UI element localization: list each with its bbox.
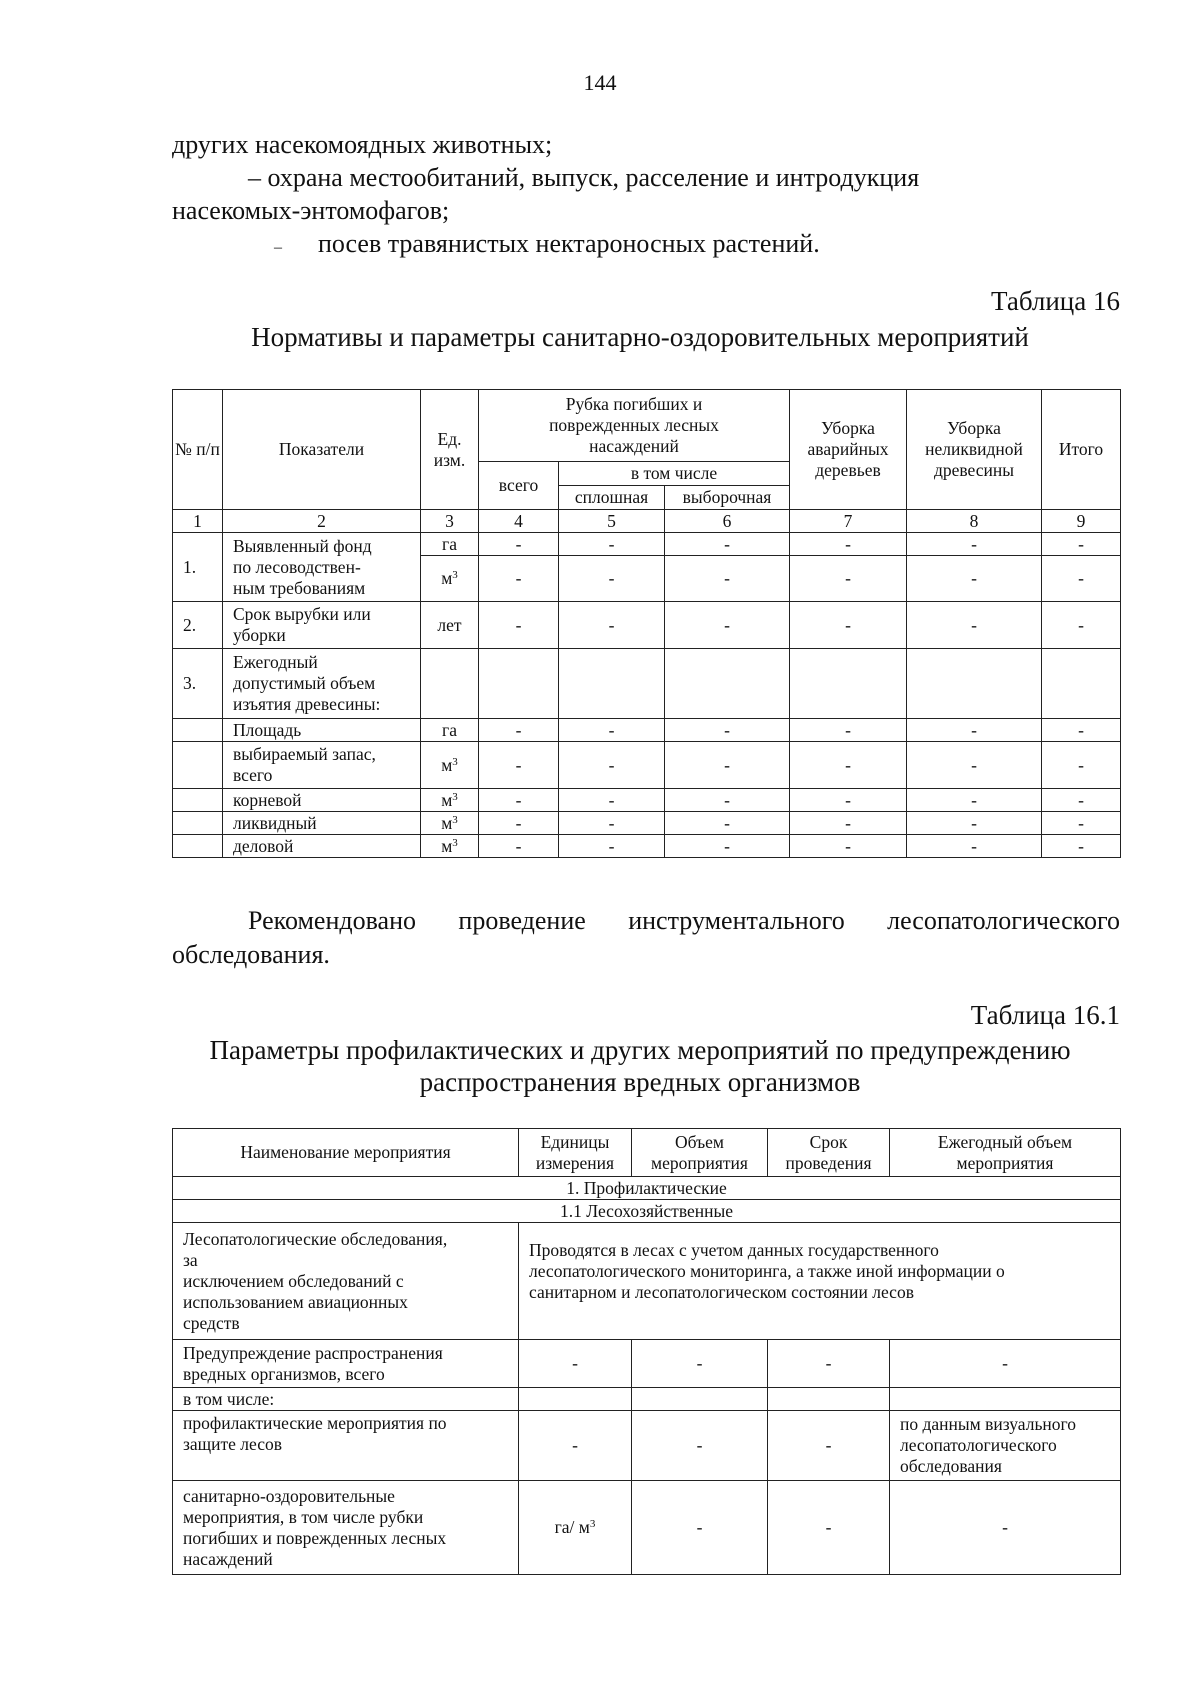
header-line: Единицы xyxy=(540,1131,610,1152)
cell-dash: - xyxy=(790,812,907,835)
cell-dash: - xyxy=(665,812,790,835)
row-name: в том числе: xyxy=(173,1388,519,1411)
cell-dash: - xyxy=(1042,789,1121,812)
cell-dash: - xyxy=(907,556,1042,602)
name-line: насаждений xyxy=(183,1548,273,1569)
recommendation-paragraph xyxy=(172,904,1120,972)
cell-dash: - xyxy=(907,719,1042,742)
indicator-line: допустимый объем xyxy=(233,673,376,693)
cell-dash: - xyxy=(632,1340,768,1388)
cell-dash: - xyxy=(632,1481,768,1575)
cell-dash: - xyxy=(790,742,907,789)
cell-dash: - xyxy=(768,1340,890,1388)
row-indicator: деловой xyxy=(223,835,421,858)
row-unit xyxy=(421,742,479,789)
section-title: 1. Профилактические xyxy=(173,1177,1121,1200)
name-line: исключением обследований с xyxy=(183,1270,404,1291)
header-line: мероприятия xyxy=(956,1152,1054,1173)
unit-sup: 3 xyxy=(452,813,458,826)
table16 xyxy=(172,389,1121,858)
cell-empty xyxy=(559,649,665,719)
col-number: 9 xyxy=(1042,510,1121,533)
unit-sup: 3 xyxy=(452,836,458,849)
row-indicator: корневой xyxy=(223,789,421,812)
note-line: Проводятся в лесах с учетом данных государственного xyxy=(529,1239,939,1260)
row-indicator xyxy=(223,602,421,649)
name-line: мероприятия, в том числе рубки xyxy=(183,1506,424,1527)
cell-dash: - xyxy=(479,556,559,602)
header-including: в том числе xyxy=(559,462,790,486)
indicator-line: всего xyxy=(233,765,273,785)
note-line: лесопатологического мониторинга, а также иной информации о xyxy=(529,1260,1005,1281)
table161-title xyxy=(160,1034,1120,1098)
intro-line: насекомых-энтомофагов; xyxy=(172,196,450,225)
unit-text: м xyxy=(441,568,453,588)
cell-dash: - xyxy=(1042,556,1121,602)
header-indicator: Показатели xyxy=(223,390,421,510)
table16-title: Нормативы и параметры санитарно-оздоровительных мероприятий xyxy=(251,322,1029,352)
table161-label: Таблица 16.1 xyxy=(970,1000,1120,1030)
cell-dash: - xyxy=(768,1481,890,1575)
cell-dash: - xyxy=(559,533,665,556)
row-num: 1. xyxy=(173,533,223,602)
header-annual xyxy=(890,1129,1121,1177)
cell-dash: - xyxy=(632,1411,768,1481)
intro-line-text: посев травянистых нектароносных растений. xyxy=(318,229,820,258)
cell-dash: - xyxy=(790,789,907,812)
unit-sup: 3 xyxy=(452,569,458,581)
col-number: 1 xyxy=(173,510,223,533)
cell-empty xyxy=(665,649,790,719)
cell-empty xyxy=(479,649,559,719)
cell-dash: - xyxy=(479,812,559,835)
indicator-line: выбираемый запас, xyxy=(233,744,376,764)
intro-line: – охрана местообитаний, выпуск, расселение и интродукция xyxy=(248,163,920,192)
row-num xyxy=(173,719,223,742)
row-num xyxy=(173,812,223,835)
row-indicator xyxy=(223,649,421,719)
title-line: Параметры профилактических и других мероприятий по предупреждению xyxy=(209,1035,1071,1065)
name-line: Предупреждение распространения xyxy=(183,1342,443,1363)
indicator-line: ным требованиям xyxy=(233,577,366,598)
unit-text: м xyxy=(441,835,453,856)
annual-line: по данным визуального xyxy=(900,1414,1077,1434)
header-clear: сплошная xyxy=(559,486,665,510)
cell-empty xyxy=(790,649,907,719)
header-term xyxy=(768,1129,890,1177)
row-num xyxy=(173,742,223,789)
indicator-line: по лесоводствен- xyxy=(233,556,361,577)
name-line: средств xyxy=(183,1312,240,1333)
cell-dash: - xyxy=(559,719,665,742)
cell-dash: - xyxy=(665,835,790,858)
row-unit xyxy=(421,789,479,812)
cell-dash: - xyxy=(790,602,907,649)
header-emergency: Уборка аварийных деревьев xyxy=(790,390,907,510)
row-num xyxy=(173,789,223,812)
table16-label: Таблица 16 xyxy=(991,286,1120,316)
name-line: за xyxy=(183,1249,198,1270)
row-note xyxy=(519,1223,1121,1340)
unit-text: м xyxy=(441,812,453,833)
unit-sup: 3 xyxy=(452,790,458,803)
row-num xyxy=(173,835,223,858)
unit-text: м xyxy=(441,754,453,775)
cell-empty xyxy=(632,1388,768,1411)
paragraph-text: Рекомендовано проведение инструментального лесопатологического обследования. xyxy=(172,906,1120,969)
cell-dash: - xyxy=(559,812,665,835)
col-number: 2 xyxy=(223,510,421,533)
row-indicator: ликвидный xyxy=(223,812,421,835)
row-unit xyxy=(421,812,479,835)
col-number: 5 xyxy=(559,510,665,533)
annual-line: обследования xyxy=(900,1456,1002,1476)
cell-dash: - xyxy=(1042,719,1121,742)
cell-dash: - xyxy=(665,556,790,602)
annual-line: лесопатологического xyxy=(900,1435,1057,1455)
cell-dash: - xyxy=(907,742,1042,789)
dash-mark: – xyxy=(274,239,282,256)
indicator-line: Срок вырубки или xyxy=(233,604,371,624)
name-line: использованием авиационных xyxy=(183,1291,408,1312)
cell-dash: - xyxy=(890,1340,1121,1388)
cell-dash: - xyxy=(890,1481,1121,1575)
cell-dash: - xyxy=(479,789,559,812)
cell-dash: - xyxy=(479,533,559,556)
cell-dash: - xyxy=(479,742,559,789)
cell-dash: - xyxy=(665,742,790,789)
title-line: распространения вредных организмов xyxy=(419,1067,861,1097)
row-indicator: Площадь xyxy=(223,719,421,742)
indicator-line: изъятия древесины: xyxy=(233,694,381,714)
unit-sup: 3 xyxy=(589,1518,596,1530)
header-line: измерения xyxy=(535,1152,615,1173)
cell-dash: - xyxy=(559,789,665,812)
intro-line: других насекомоядных животных; xyxy=(172,130,553,159)
header-illiquid: Уборка неликвидной древесины xyxy=(907,390,1042,510)
header-line: Срок xyxy=(809,1131,848,1152)
intro-line xyxy=(172,227,1120,264)
cell-dash: - xyxy=(907,789,1042,812)
cell-dash: - xyxy=(790,835,907,858)
intro-text xyxy=(172,128,1120,264)
name-line: защите лесов xyxy=(183,1434,283,1454)
col-number: 8 xyxy=(907,510,1042,533)
row-num: 2. xyxy=(173,602,223,649)
cell-dash: - xyxy=(559,742,665,789)
row-name xyxy=(173,1481,519,1575)
header-unit xyxy=(519,1129,632,1177)
col-number: 7 xyxy=(790,510,907,533)
cell-dash: - xyxy=(1042,602,1121,649)
cell-dash: - xyxy=(907,835,1042,858)
cell-dash: - xyxy=(1042,835,1121,858)
cell-dash: - xyxy=(559,835,665,858)
row-name xyxy=(173,1223,519,1340)
header-line: проведения xyxy=(785,1152,872,1173)
header-total: Итого xyxy=(1042,390,1121,510)
table161 xyxy=(172,1128,1121,1575)
header-total-all: всего xyxy=(479,462,559,510)
name-line: вредных организмов, всего xyxy=(183,1363,385,1384)
cell-dash: - xyxy=(665,533,790,556)
header-line: мероприятия xyxy=(651,1152,748,1173)
row-annual xyxy=(890,1411,1121,1481)
cell-dash: - xyxy=(665,719,790,742)
cell-dash: - xyxy=(1042,533,1121,556)
cell-dash: - xyxy=(1042,812,1121,835)
cell-empty xyxy=(421,649,479,719)
cell-empty xyxy=(907,649,1042,719)
cell-empty xyxy=(1042,649,1121,719)
row-indicator xyxy=(223,742,421,789)
cell-dash: - xyxy=(790,556,907,602)
row-unit: га xyxy=(421,533,479,556)
cell-empty xyxy=(768,1388,890,1411)
cell-dash: - xyxy=(768,1411,890,1481)
name-line: погибших и поврежденных лесных xyxy=(183,1527,447,1548)
unit-text: м xyxy=(441,789,453,810)
section-title: 1.1 Лесохозяйственные xyxy=(173,1200,1121,1223)
cell-dash: - xyxy=(479,602,559,649)
row-indicator xyxy=(223,533,421,602)
unit-text: га/ м xyxy=(554,1517,590,1537)
cell-dash: - xyxy=(790,533,907,556)
header-volume xyxy=(632,1129,768,1177)
row-unit xyxy=(421,556,479,602)
cell-empty xyxy=(519,1388,632,1411)
header-unit: Ед. изм. xyxy=(421,390,479,510)
indicator-line: Выявленный фонд xyxy=(233,535,372,556)
cell-dash: - xyxy=(665,602,790,649)
name-line: санитарно-оздоровительные xyxy=(183,1485,395,1506)
page-number: 144 xyxy=(583,70,617,95)
cell-dash: - xyxy=(519,1411,632,1481)
row-num: 3. xyxy=(173,649,223,719)
header-num: № п/п xyxy=(173,390,223,510)
row-unit: га xyxy=(421,719,479,742)
name-line: Лесопатологические обследования, xyxy=(183,1228,448,1249)
name-line: профилактические мероприятия по xyxy=(183,1413,447,1433)
cell-dash: - xyxy=(790,719,907,742)
row-unit xyxy=(421,835,479,858)
header-line: Ежегодный объем xyxy=(937,1131,1073,1152)
row-name xyxy=(173,1340,519,1388)
row-unit: лет xyxy=(421,602,479,649)
cell-dash: - xyxy=(665,789,790,812)
unit-sup: 3 xyxy=(452,755,458,768)
cell-dash: - xyxy=(479,835,559,858)
cell-dash: - xyxy=(907,602,1042,649)
cell-dash: - xyxy=(519,1340,632,1388)
header-felling: Рубка погибших и поврежденных лесных насаждений xyxy=(479,390,790,462)
col-number: 4 xyxy=(479,510,559,533)
header-line: Объем xyxy=(675,1131,724,1152)
row-unit xyxy=(519,1481,632,1575)
indicator-line: Ежегодный xyxy=(233,652,318,672)
indicator-line: уборки xyxy=(233,625,286,645)
cell-empty xyxy=(890,1388,1121,1411)
header-name: Наименование мероприятия xyxy=(173,1129,519,1177)
cell-dash: - xyxy=(559,556,665,602)
header-selective: выборочная xyxy=(665,486,790,510)
cell-dash: - xyxy=(1042,742,1121,789)
cell-dash: - xyxy=(907,533,1042,556)
cell-dash: - xyxy=(479,719,559,742)
col-number: 3 xyxy=(421,510,479,533)
cell-dash: - xyxy=(907,812,1042,835)
row-name xyxy=(173,1411,519,1481)
col-number: 6 xyxy=(665,510,790,533)
note-line: санитарном и лесопатологическом состоянии лесов xyxy=(529,1281,914,1302)
cell-dash: - xyxy=(559,602,665,649)
